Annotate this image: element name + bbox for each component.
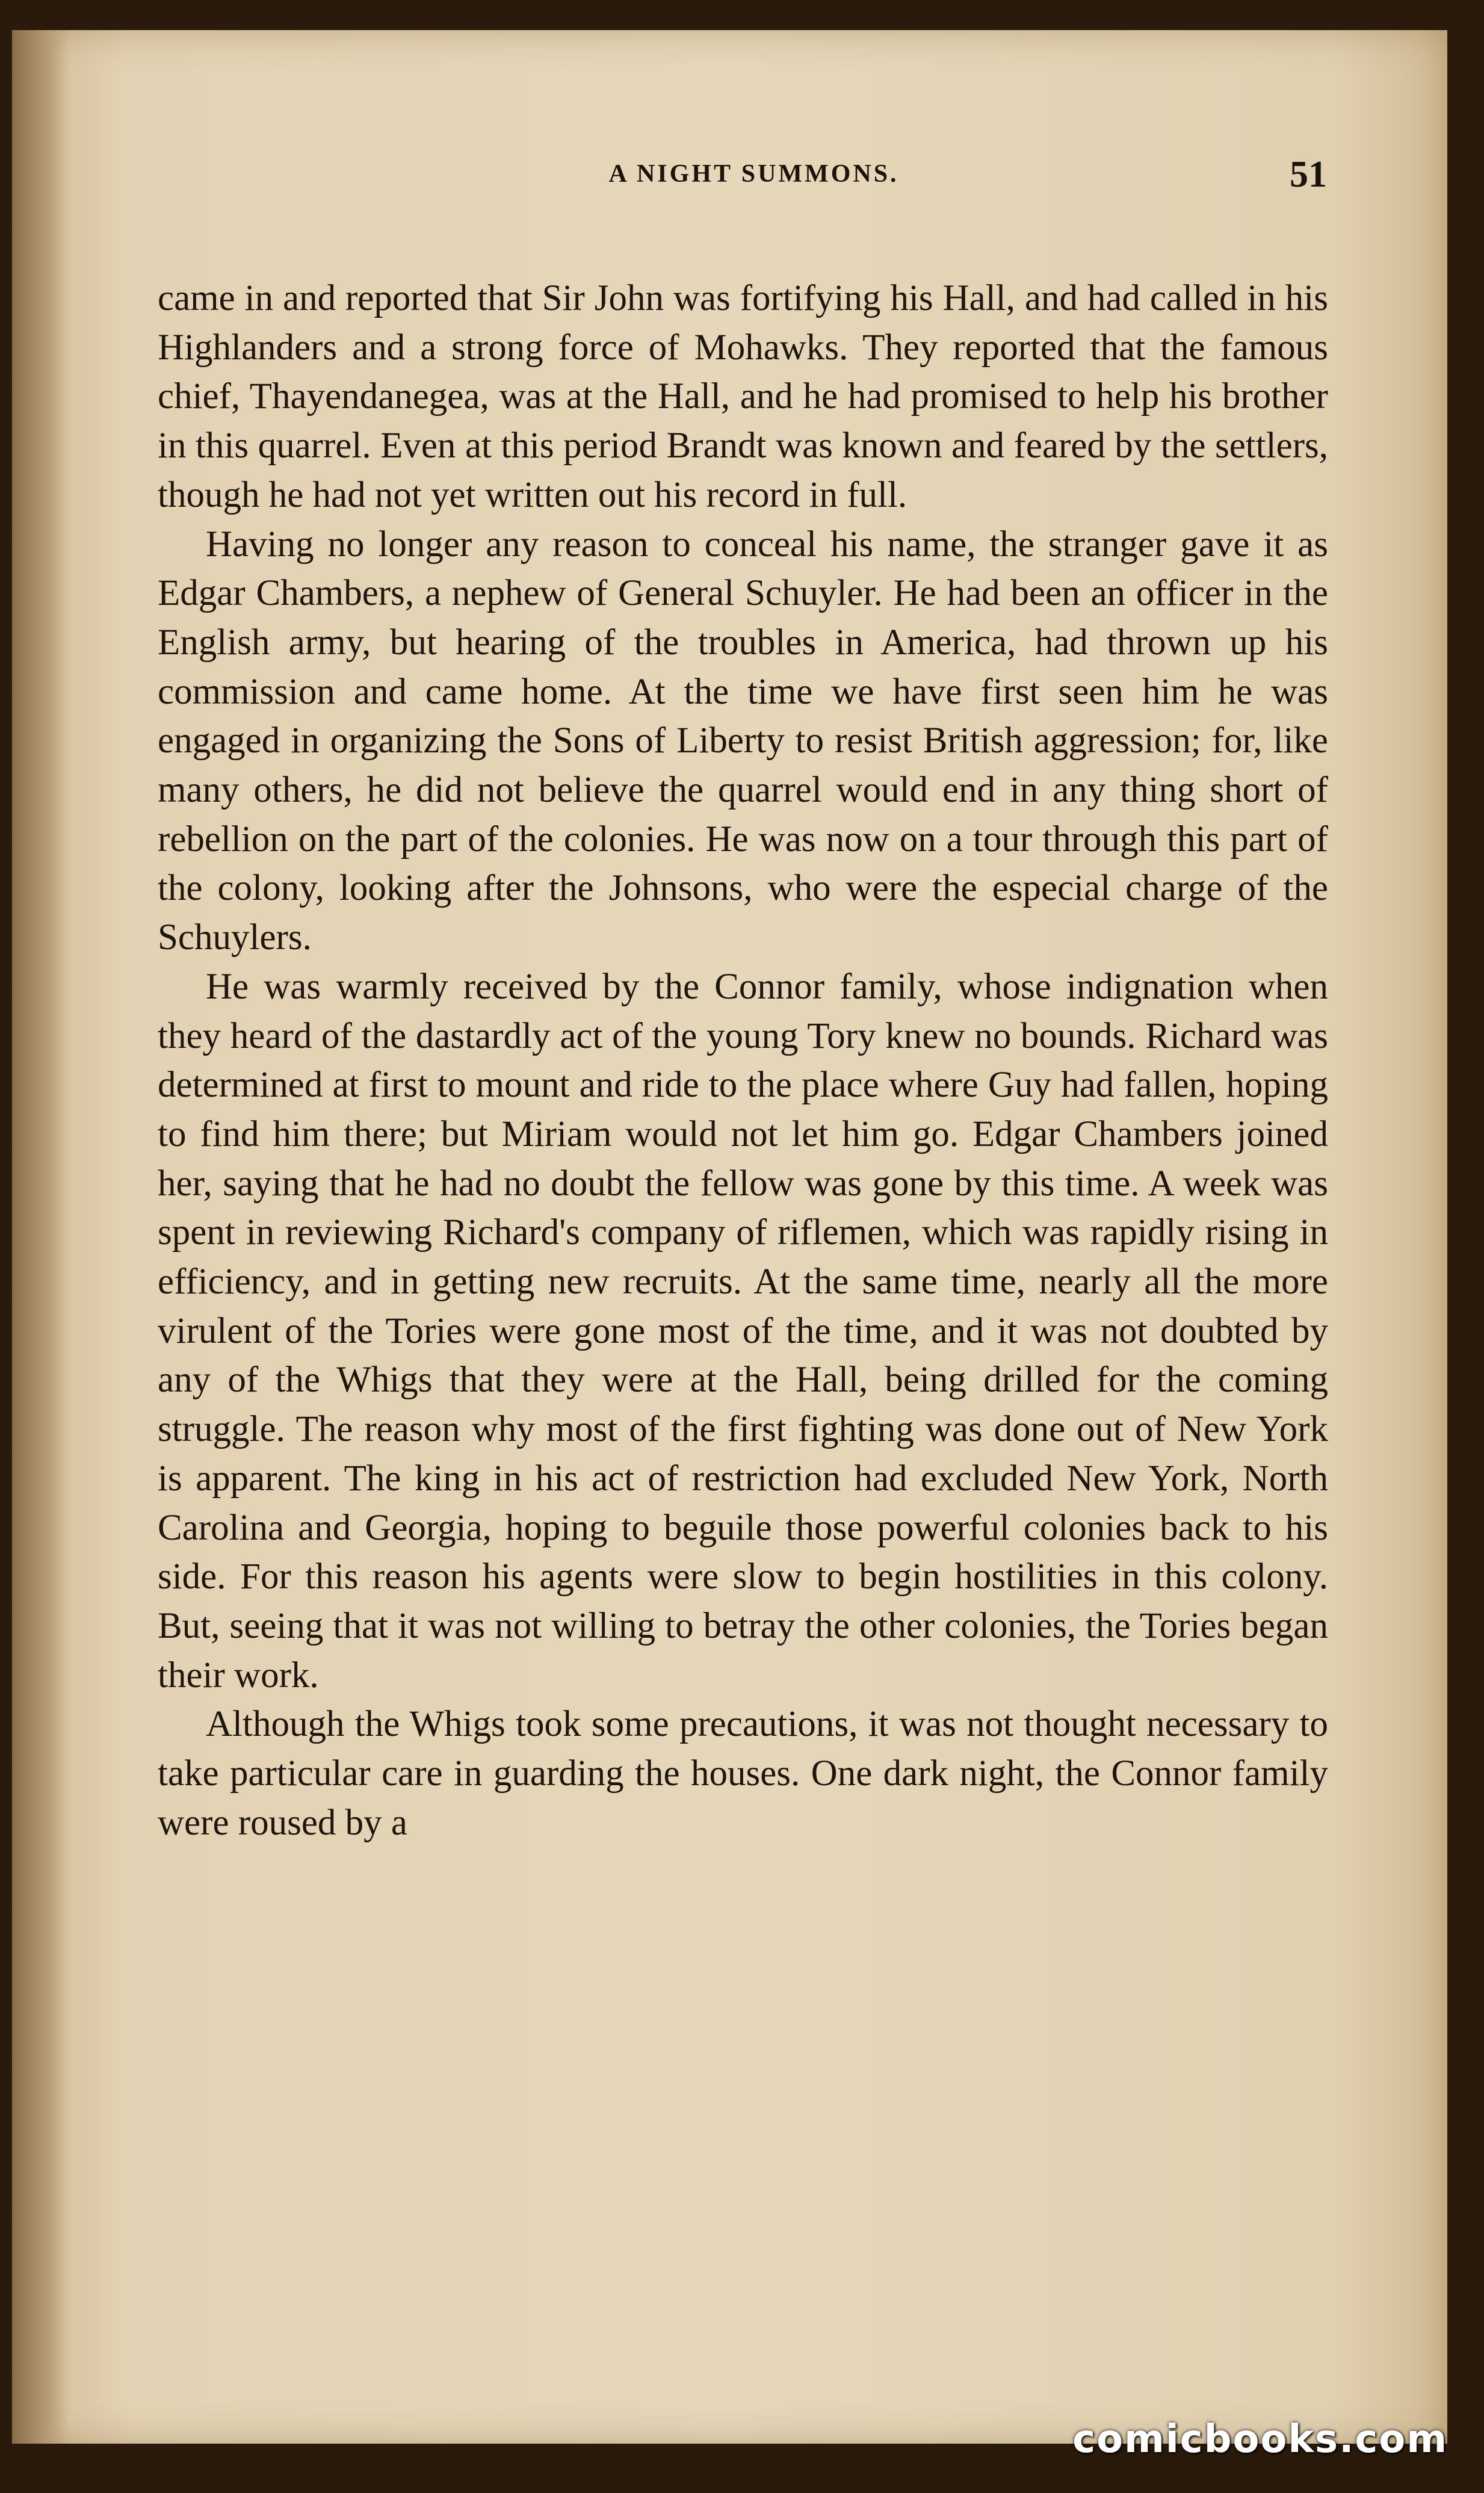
running-title: A NIGHT SUMMONS. (608, 160, 899, 188)
paragraph-1: came in and reported that Sir John was fortifying his Hall, and had called in his Highlanders and a strong force of Mohawks. They reported that the famous chief, Thayendanegea, was at the Hall, and he had promised to help his brother in this quarrel. Even at this period Brandt was known and feared by the settlers, though he had not yet written out his record in full. (158, 278, 1328, 515)
site-watermark: comicbooks.com (1072, 2417, 1448, 2462)
paragraph-4: Although the Whigs took some precautions, it was not thought necessary to take particular care in guarding the houses. One dark night, the Connor family were roused by a (158, 1704, 1328, 1843)
book-gutter (12, 30, 69, 2444)
paragraph-2: Having no longer any reason to conceal his name, the stranger gave it as Edgar Chambers, a nephew of General Schuyler. He had been an officer in the English army, but hearing of the troubles in America, had thrown up his commission and came home. At the time we have first seen him he was engaged in organizing the Sons of Liberty to resist British aggression; for, like many others, he did not believe the quarrel would end in any thing short of rebellion on the part of the colonies. He was now on a tour through this part of the colony, looking after the Johnsons, who were the especial charge of the Schuylers. (158, 524, 1328, 958)
body-text (158, 274, 1328, 1848)
paragraph-3: He was warmly received by the Connor family, whose indignation when they heard of the dastardly act of the young Tory knew no bounds. Richard was determined at first to mount and ride to the place where Guy had fallen, hoping to find him there; but Miriam would not let him go. Edgar Chambers joined her, saying that he had no doubt the fellow was gone by this time. A week was spent in reviewing Richard's company of riflemen, which was rapidly rising in efficiency, and in getting new recruits. At the same time, nearly all the more virulent of the Tories were gone most of the time, and it was not doubted by any of the Whigs that they were at the Hall, being drilled for the coming struggle. The reason why most of the first fighting was done out of New York is apparent. The king in his act of restriction had excluded New York, North Carolina and Georgia, hoping to beguile those powerful colonies back to his side. For this reason his agents were slow to begin hostilities in this colony. But, seeing that it was not willing to betray the other colonies, the Tories began their work. (158, 966, 1328, 1696)
page-number: 51 (1290, 154, 1327, 195)
running-header (181, 154, 1327, 214)
